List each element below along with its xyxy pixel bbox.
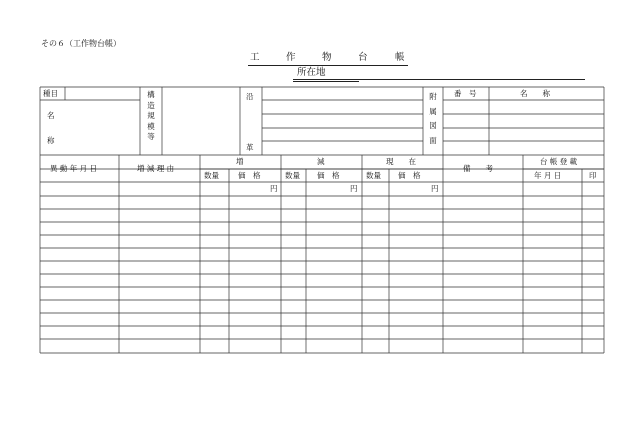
title-char: 工 bbox=[250, 52, 260, 63]
registry-header: 台 帳 登 載 bbox=[540, 157, 578, 166]
change-date-header: 異 動 年 月 日 bbox=[50, 164, 98, 173]
current-price-label: 価 格 bbox=[398, 171, 421, 180]
registry-date-label: 年 月 日 bbox=[534, 171, 562, 180]
attached-char: 図 bbox=[429, 121, 437, 130]
structure-char: 等 bbox=[147, 132, 155, 141]
increase-price-label: 価 格 bbox=[238, 171, 261, 180]
title-char: 作 bbox=[286, 52, 296, 63]
decrease-yen-unit: 円 bbox=[350, 184, 358, 193]
change-reason-header: 増 減 理 由 bbox=[137, 164, 175, 173]
increase-qty-label: 数量 bbox=[204, 171, 219, 180]
type-label: 種目 bbox=[43, 89, 58, 98]
history-char: 革 bbox=[246, 143, 254, 152]
location-label: 所在地 bbox=[297, 67, 326, 78]
page-label: その６（工作物台帳） bbox=[41, 39, 121, 48]
structure-char: 模 bbox=[147, 121, 155, 131]
history-char: 沿 bbox=[246, 92, 254, 101]
attached-drawings-label bbox=[428, 93, 438, 147]
name-header: 名 称 bbox=[520, 89, 550, 98]
title-char: 台 bbox=[358, 52, 368, 63]
current-yen-unit: 円 bbox=[431, 184, 439, 193]
title-char: 帳 bbox=[395, 52, 405, 63]
structure-char: 構 bbox=[147, 90, 155, 99]
increase-header: 増 bbox=[236, 157, 244, 166]
decrease-price-label: 価 格 bbox=[317, 171, 340, 180]
name-char: 名 bbox=[47, 111, 55, 120]
title-char: 物 bbox=[322, 52, 332, 63]
structure-label bbox=[146, 91, 156, 144]
structure-char: 造 bbox=[147, 100, 155, 110]
structure-char: 規 bbox=[147, 111, 155, 120]
registry-seal-label: 印 bbox=[589, 171, 597, 180]
increase-yen-unit: 円 bbox=[270, 184, 278, 193]
decrease-qty-label: 数量 bbox=[285, 171, 300, 180]
decrease-header: 減 bbox=[317, 157, 325, 166]
attached-char: 面 bbox=[429, 135, 437, 145]
current-qty-label: 数量 bbox=[366, 171, 381, 180]
attached-char: 附 bbox=[429, 92, 437, 101]
current-header: 現 在 bbox=[386, 157, 416, 166]
number-header: 番 号 bbox=[454, 89, 477, 98]
attached-char: 属 bbox=[429, 106, 437, 116]
name-char: 称 bbox=[47, 136, 55, 145]
notes-header: 備 考 bbox=[463, 164, 493, 173]
